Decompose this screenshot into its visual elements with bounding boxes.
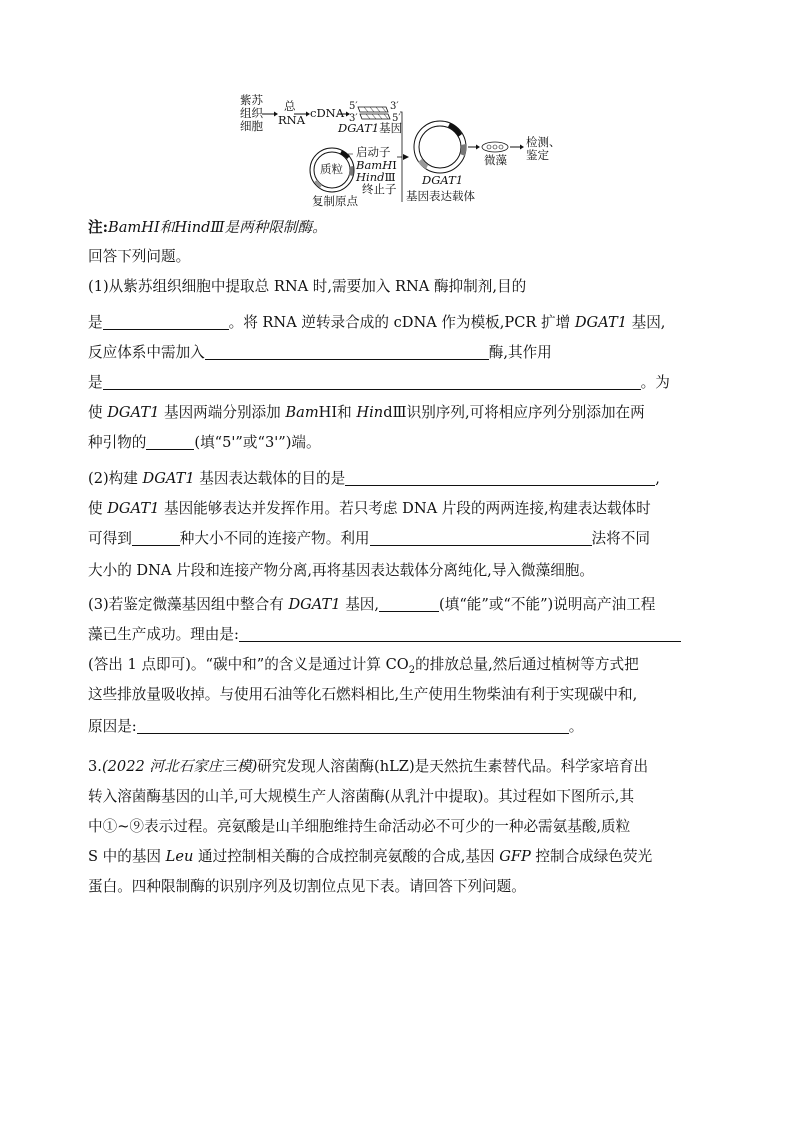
label-plasmid: 质粒 xyxy=(320,162,343,176)
problem3-line-2: 转入溶菌酶基因的山羊,可大规模生产人溶菌酶(从乳汁中提取)。其过程如下图所示,其 xyxy=(88,788,635,805)
label-5-top: 5′ xyxy=(349,101,358,112)
blank-q3-reason[interactable] xyxy=(239,623,681,642)
blank-q1-purpose[interactable] xyxy=(103,311,229,330)
q1-line-1: (1)从紫苏组织细胞中提取总 RNA 时,需要加入 RNA 酶抑制剂,目的 xyxy=(88,278,527,295)
diagram-note: 注:BamHⅠ和HindⅢ是两种限制酶。 xyxy=(88,219,327,236)
blank-q1-enzyme[interactable] xyxy=(205,341,489,360)
q3-line-5: 原因是: 。 xyxy=(88,712,583,742)
label-vector-caption: 基因表达载体 xyxy=(406,189,475,203)
label-vector-gene: DGAT1 xyxy=(422,173,464,187)
problem3-line-3: 中①~⑨表示过程。亮氨酸是山羊细胞维持生命活动必不可少的一种必需氨基酸,质粒 xyxy=(88,818,631,835)
label-origin: 复制原点 xyxy=(312,194,358,208)
dgat1-gene-strands xyxy=(358,107,390,119)
q3-line-4: 这些排放量吸收掉。与使用石油等化石燃料相比,生产使用生物柴油有利于实现碳中和, xyxy=(88,686,638,703)
intro-line: 回答下列问题。 xyxy=(88,248,191,265)
blank-q3-cause[interactable] xyxy=(137,715,569,734)
problem3-line-1: 3.(2022 河北石家庄三模)研究发现人溶菌酶(hLZ)是天然抗生素替代品。科学家培育出 xyxy=(88,758,649,775)
q1-line-5: 使 DGAT1 基因两端分别添加 BamHⅠ和 HindⅢ识别序列,可将相应序列分别添加在两 xyxy=(88,404,645,421)
microalgae-shape xyxy=(482,142,508,152)
blank-q2-purpose[interactable] xyxy=(345,467,655,486)
label-promoter: 启动子 xyxy=(356,145,391,159)
label-rna: RNA xyxy=(278,113,306,127)
problem3-line-5: 蛋白。四种限制酶的识别序列及切割位点见下表。请回答下列问题。 xyxy=(88,878,526,895)
label-tissue-1: 紫苏 xyxy=(240,93,263,107)
q3-line-3: (答出 1 点即可)。“碳中和”的含义是通过计算 $CO_2$的排放总量,然后通过植树等方式把 xyxy=(88,656,639,676)
q2-line-1: (2)构建 DGAT1 基因表达载体的目的是 , xyxy=(88,464,660,494)
problem-source: (2022 河北石家庄三模) xyxy=(101,758,258,775)
q1-line-3: 反应体系中需加入 酶,其作用 xyxy=(88,338,552,368)
label-total: 总 xyxy=(284,99,296,113)
label-detect-2: 鉴定 xyxy=(526,148,549,162)
q2-line-3: 可得到 种大小不同的连接产物。利用 法将不同 xyxy=(88,524,650,554)
q2-line-4: 大小的 DNA 片段和连接产物分离,再将基因表达载体分离纯化,导入微藻细胞。 xyxy=(88,562,594,579)
label-terminator: 终止子 xyxy=(362,182,397,196)
q1-line-6: 种引物的 (填“5'”或“3'”)端。 xyxy=(88,428,321,458)
label-3-bottom: 3′ xyxy=(349,113,358,124)
q1-line-4: 是 。为 xyxy=(88,368,670,398)
label-cdna: cDNA xyxy=(310,106,345,120)
q1-line-2: 是 。将 RNA 逆转录合成的 cDNA 作为模板,PCR 扩增 DGAT1 基因, xyxy=(88,308,665,338)
label-detect-1: 检测、 xyxy=(526,135,561,149)
q3-line-1: (3)若鉴定微藻基因组中整合有 DGAT1 基因, (填“能”或“不能”)说明高产油工程 xyxy=(88,590,655,620)
label-tissue-3: 细胞 xyxy=(240,119,263,133)
blank-q3-can[interactable] xyxy=(379,593,439,612)
expression-vector-circle xyxy=(414,121,466,173)
diagram-lines xyxy=(232,92,572,210)
label-5-bottom: 5′ xyxy=(392,113,401,124)
label-microalgae: 微藻 xyxy=(484,153,507,167)
label-tissue-2: 组织 xyxy=(240,106,263,120)
q3-line-2: 藻已生产成功。理由是: xyxy=(88,620,681,650)
blank-q1-function[interactable] xyxy=(103,371,641,390)
blank-q2-count[interactable] xyxy=(132,527,180,546)
problem3-line-4: S 中的基因 Leu 通过控制相关酶的合成控制亮氨酸的合成,基因 GFP 控制合成绿色荧光 xyxy=(88,848,653,865)
blank-q1-end[interactable] xyxy=(146,431,194,450)
label-3-top: 3′ xyxy=(390,101,399,112)
q2-line-2: 使 DGAT1 基因能够表达并发挥作用。若只考虑 DNA 片段的两两连接,构建表达载体时 xyxy=(88,500,651,517)
label-dgat1-gene: DGAT1基因 xyxy=(338,121,403,135)
problem-number: 3. xyxy=(88,758,102,775)
blank-q2-method[interactable] xyxy=(370,527,592,546)
gene-cloning-diagram xyxy=(232,92,572,210)
label-hindiii: HindⅢ xyxy=(356,170,396,184)
label-bamhi: BamHⅠ xyxy=(356,158,397,172)
